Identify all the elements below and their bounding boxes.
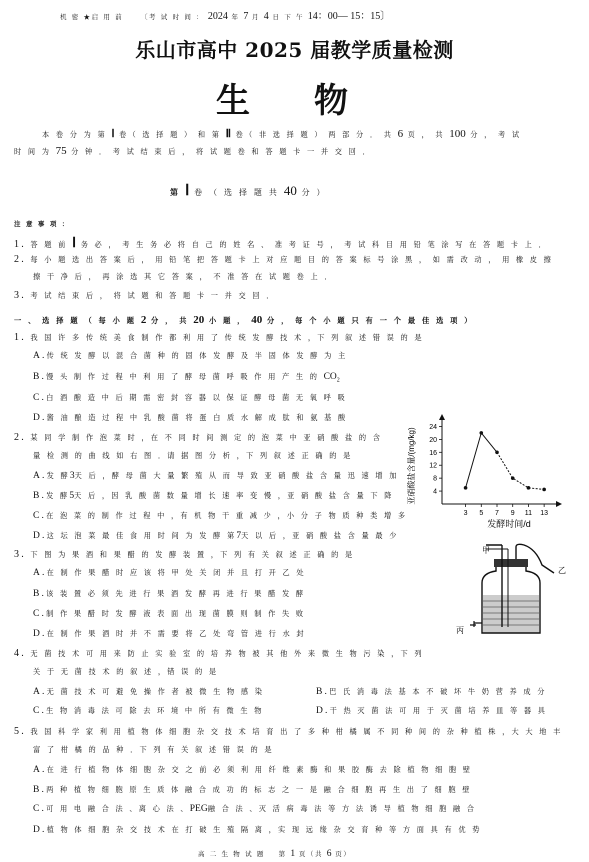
notes-heading: 注 意 事 项 ： [14, 220, 70, 228]
x-axis-arrow [556, 501, 562, 507]
q2-option-c: C.在 泡 菜 的 制 作 过 程 中 ，有 机 物 干 重 减 少 ，小 分 子 物 质 种 类 增 多 [33, 511, 408, 521]
question-4-stem-2: 关 于 无 菌 技 术 的 叙 述 ，错 误 的 是 [33, 667, 219, 676]
x-tick-label: 13 [540, 510, 549, 517]
note-item-2: 2. 每 小 题 选 出 答 案 后 ， 用 铅 笔 把 答 题 卡 上 对 应 题 目 的 答 案 标 号 涂 黑 ， 如 需 改 动 ， 用 橡 皮 擦 [14, 254, 554, 265]
q1-option-b: B.馒 头 制 作 过 程 中 利 用 了 酵 母 菌 呼 吸 作 用 产 生 的 $CO_2$ [33, 372, 340, 384]
data-point [527, 486, 531, 490]
x-axis-label: 发酵时间/d [487, 519, 531, 529]
note-item-3: 3. 考 试 结 束 后 ， 将 试 题 和 答 题 卡 一 并 交 回 ． [14, 290, 276, 301]
q2-option-d: D.这 坛 泡 菜 最 佳 食 用 时 间 为 发 酵 第7天 以 后 ，亚 硝 酸 盐 含 量 最 少 [33, 531, 399, 541]
q3-option-a: A.在 制 作 果 醋 时 应 该 将 甲 处 关 闭 并 且 打 开 乙 处 [33, 568, 306, 578]
exam-header: 机 密 ★启 用 前 〔考 试 时 间 ： 2024 年 7 月 4 日 下 午 14：00— 15：15〕 [60, 11, 391, 22]
fermentation-apparatus [456, 543, 572, 643]
y-tick-label: 4 [433, 488, 437, 496]
q3-option-b: B.该 装 置 必 须 先 进 行 果 酒 发 酵 再 进 行 果 醋 发 酵 [33, 589, 306, 599]
q1-option-d: D.酱 油 酿 造 过 程 中 乳 酸 菌 将 蛋 白 质 水 解 成 肽 和 氨 基 酸 [33, 413, 348, 423]
y-tick-label: 16 [429, 449, 437, 457]
intro-line-1: 本 卷 分 为 第 Ⅰ 卷（ 选 择 题 ） 和 第 Ⅱ 卷（ 非 选 择 题 ） 两 部 分 ． 共 6 页 ， 共 100 分 ， 考 试 [42, 128, 522, 140]
x-tick-label: 5 [479, 510, 484, 517]
data-point [542, 488, 546, 492]
series-line-dashed [497, 452, 544, 489]
y-tick-label: 20 [429, 436, 437, 444]
q1-option-a: A.传 统 发 酵 以 混 合 菌 种 的 固 体 发 酵 及 半 固 体 发 酵 为 主 [33, 351, 348, 361]
question-2-stem: 2. 某 同 学 制 作 泡 菜 时 ，在 不 同 时 间 测 定 的 泡 菜 中 亚 硝 酸 盐 的 含 [14, 432, 383, 443]
page-footer: 高 二 生 物 试 题 第 1 页（共 6 页） [198, 849, 352, 859]
data-point [464, 486, 468, 490]
confidential-mark: 机 密 ★启 用 前 [60, 13, 124, 21]
y-tick-label: 8 [433, 475, 437, 483]
q2-option-b: B.发 酵5天 后 ，因 乳 酸 菌 数 量 增 长 速 率 变 慢 ，亚 硝 酸 盐 含 量 下 降 [33, 491, 394, 501]
question-4-stem: 4. 无 菌 技 术 可 用 来 防 止 实 验 室 的 培 养 物 被 其 他 外 来 微 生 物 污 染 ，下 列 [14, 648, 424, 659]
label-jia: 甲 [482, 546, 490, 555]
nitrite-chart [402, 412, 578, 530]
label-bing: 丙 [456, 626, 464, 635]
outlet-tube [516, 544, 554, 573]
y-tick-label: 12 [429, 462, 437, 470]
x-tick-label: 9 [510, 510, 515, 517]
data-point [479, 431, 483, 435]
data-point [495, 451, 499, 455]
label-yi: 乙 [558, 566, 566, 575]
intro-line-2: 时 间 为 75 分 钟 ． 考 试 结 束 后 ， 将 试 题 卷 和 答 题 卡 一 并 交 回 ． [14, 145, 372, 157]
series-line-solid [466, 433, 497, 488]
bottle-stopper [494, 559, 528, 567]
q3-option-d: D.在 制 作 果 酒 时 并 不 需 要 将 乙 处 弯 管 进 行 水 封 [33, 629, 306, 639]
y-axis-label: 亚硝酸盐含量/(mg/kg) [407, 427, 416, 505]
y-axis-arrow [439, 414, 445, 420]
x-tick-label: 3 [463, 510, 468, 517]
x-tick-label: 11 [524, 510, 533, 517]
note-item-2-cont: 擦 干 净 后 ， 再 涂 选 其 它 答 案 ， 不 准 答 在 试 题 卷 上 ． [33, 272, 334, 281]
sampling-port [470, 621, 482, 627]
exam-title: 乐山市高中 2025 届教学质量检测 [135, 38, 454, 62]
subject-title: 生物 [216, 81, 412, 121]
q5-option-a: A.在 进 行 植 物 体 细 胞 杂 交 之 前 必 须 利 用 纤 维 素 酶 和 果 胶 酶 去 除 植 物 细 胞 壁 [33, 765, 473, 775]
q3-option-c: C.制 作 果 醋 时 发 酵 液 表 面 出 现 菌 膜 则 制 作 失 败 [33, 609, 306, 619]
q4-option-b: B.巴 氏 消 毒 法 基 本 不 破 坏 牛 奶 营 养 成 分 [316, 687, 547, 697]
data-point [511, 476, 515, 480]
q5-option-c: C.可 用 电 融 合 法 、离 心 法 、PEG融 合 法 、灭 活 病 毒 法 等 方 法 诱 导 植 物 细 胞 融 合 [33, 804, 477, 814]
question-5-stem: 5. 我 国 科 学 家 利 用 植 物 体 细 胞 杂 交 技 术 培 育 出 了 多 种 柑 橘 属 不 同 种 间 的 杂 种 植 株 ，大 大 地 丰 [14, 726, 563, 737]
part-heading: 一 、 选 择 题 （ 每 小 题 2 分 ， 共 20 小 题 ， 40 分 ， 每 个 小 题 只 有 一 个 最 佳 选 项 ） [14, 314, 474, 326]
q2-option-a: A.发 酵3天 后 ，酵 母 菌 大 量 繁 殖 从 而 导 致 亚 硝 酸 盐 含 量 迅 速 增 加 [33, 471, 399, 481]
q5-option-b: B.两 种 植 物 细 胞 原 生 质 体 融 合 成 功 的 标 志 之 一 是 融 合 细 胞 再 生 出 了 细 胞 壁 [33, 785, 472, 795]
section-title: 第 Ⅰ 卷 （ 选 择 题 共 40 分 ） [170, 183, 327, 199]
q4-option-a: A.无 菌 技 术 可 避 免 操 作 者 被 微 生 物 感 染 [33, 687, 265, 697]
note-item-1: 1. 答 题 前 Ⅰ 务 必 ， 考 生 务 必 将 自 己 的 姓 名 、 准 考 证 号 ， 考 试 科 目 用 铅 笔 涂 写 在 答 题 卡 上 ． [14, 236, 548, 251]
x-tick-label: 7 [495, 510, 499, 517]
question-1-stem: 1. 我 国 许 多 传 统 美 食 制 作 都 利 用 了 传 统 发 酵 技 术 ，下 列 叙 述 错 误 的 是 [14, 332, 424, 343]
q1-option-c: C.白 酒 酿 造 中 后 期 需 密 封 容 器 以 保 证 酵 母 菌 无 氧 呼 吸 [33, 393, 347, 403]
q4-option-d: D.干 热 灭 菌 法 可 用 于 灭 菌 培 养 皿 等 器 具 [316, 706, 548, 716]
q4-option-c: C.生 物 消 毒 法 可 除 去 环 境 中 所 有 微 生 物 [33, 706, 264, 716]
y-tick-label: 24 [429, 423, 437, 431]
question-5-stem-2: 富 了 柑 橘 的 品 种 ．下 列 有 关 叙 述 错 误 的 是 [33, 745, 274, 754]
question-2-stem-2: 量 检 测 的 曲 线 如 右 图 ．请 据 图 分 析 ，下 列 叙 述 正 确 的 是 [33, 451, 353, 460]
question-3-stem: 3. 下 图 为 果 酒 和 果 醋 的 发 酵 装 置 ，下 列 有 关 叙 述 正 确 的 是 [14, 549, 355, 560]
q5-option-d: D.植 物 体 细 胞 杂 交 技 术 在 打 破 生 殖 隔 离 ，实 现 远 缘 杂 交 育 种 等 方 面 具 有 优 势 [33, 825, 482, 835]
